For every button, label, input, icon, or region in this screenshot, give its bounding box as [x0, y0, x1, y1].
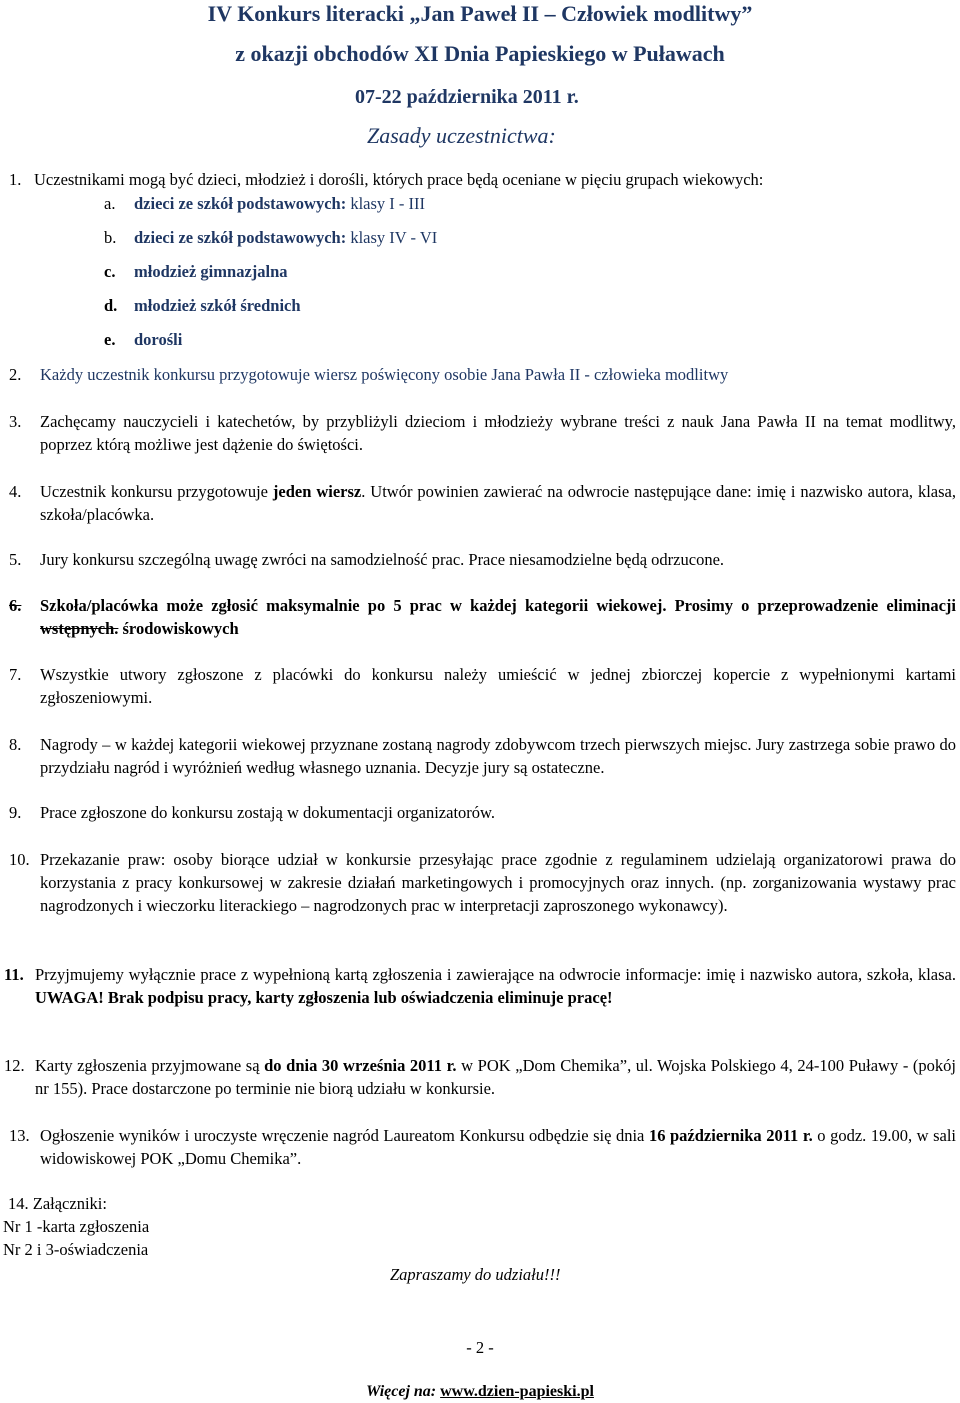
group-name: młodzież gimnazjalna — [134, 262, 288, 281]
rule-text-part: Ogłoszenie wyników i uroczyste wręczenie nagród Laureatom Konkursu odbędzie się dnia — [40, 1126, 649, 1145]
rule-text: Jury konkursu szczególną uwagę zwróci na samodzielność prac. Prace niesamodzielne będą odrzucone. — [40, 550, 725, 569]
rule-number: 11. — [4, 965, 24, 984]
rule-text: Uczestnikami mogą być dzieci, młodzież i dorośli, których prace będą oceniane w pięciu grupach wiekowych: — [34, 170, 764, 189]
document-title: IV Konkurs literacki „Jan Paweł II – Człowiek modlitwy” — [207, 1, 753, 26]
footer-link[interactable]: www.dzien-papieski.pl — [440, 1383, 594, 1400]
rule-number: 9. — [9, 803, 22, 822]
rule-text: Nagrody – w każdej kategorii wiekowej przyznane zostaną nagrody zdobywcom trzech pierwszych miejsc. Jury zastrzega sobie prawo do przydziału nagród i wyróżnień według własnego uznania. Decyzje jury są ostateczne. — [40, 735, 956, 777]
rule-number: 4. — [9, 482, 22, 501]
rule-number: 7. — [9, 665, 22, 684]
rule-text-deleted: wstępnych. — [40, 619, 119, 638]
rule-text: Zachęcamy nauczycieli i katechetów, by przybliżyli dzieciom i młodzieży wybrane treści z nauk Jana Pawła II na temat modlitwy, poprzez którą możliwe jest dążenie do świętości. — [40, 412, 956, 454]
document-subtitle: z okazji obchodów XI Dnia Papieskiego w Puławach — [235, 41, 725, 66]
group-classes: klasy I - III — [346, 194, 426, 213]
age-group-c — [104, 260, 288, 283]
rule-text-part: Karty zgłoszenia przyjmowane są — [35, 1056, 265, 1075]
closing-invitation: Zapraszamy do udziału!!! — [390, 1265, 561, 1284]
rule-text: Prace zgłoszone do konkursu zostają w dokumentacji organizatorów. — [40, 803, 495, 822]
rule-number: 5. — [9, 550, 22, 569]
group-name: dzieci ze szkół podstawowych: — [134, 228, 347, 247]
rule-text — [40, 480, 956, 526]
rule-number: 2. — [9, 365, 22, 384]
contest-dates: 07-22 października 2011 r. — [355, 86, 579, 108]
rule-text — [35, 963, 956, 1009]
rule-text-deadline: do dnia 30 września 2011 r. — [264, 1056, 457, 1075]
attachments-label: 14. Załączniki: — [8, 1194, 107, 1213]
page-number: - 2 - — [466, 1338, 494, 1357]
footer-label: Więcej na: — [366, 1383, 437, 1400]
group-classes: klasy IV - VI — [346, 228, 438, 247]
rule-number: 10. — [9, 850, 30, 869]
rules-heading: Zasady uczestnictwa: — [367, 123, 556, 148]
rule-text-part: w POK „Dom Chemika”, ul. Wojska Polskiego 4, 24-100 Puławy - (pokój nr 155). Prace dostarczone po terminie nie biorą udziału w konkursie. — [35, 1056, 956, 1098]
group-letter: d. — [104, 296, 118, 315]
group-letter: a. — [104, 194, 116, 213]
age-group-d — [104, 294, 301, 317]
age-group-a — [104, 192, 425, 215]
rule-text-part: Uczestnik konkursu przygotowuje — [40, 482, 273, 501]
rule-text — [40, 1124, 956, 1170]
group-name: dorośli — [134, 330, 183, 349]
rule-text — [40, 594, 956, 640]
attachment-1: Nr 1 -karta zgłoszenia — [3, 1217, 150, 1236]
group-letter: c. — [104, 262, 116, 281]
rule-number: 6. — [9, 596, 22, 615]
group-name: dzieci ze szkół podstawowych: — [134, 194, 347, 213]
rule-text-bold: jeden wiersz — [272, 482, 362, 501]
rule-number: 12. — [4, 1056, 25, 1075]
rule-text-part: Szkoła/placówka może zgłosić maksymalnie po 5 prac w każdej kategorii wiekowej. Prosimy o przeprowadzenie eliminacji — [40, 596, 956, 615]
group-name: młodzież szkół średnich — [134, 296, 301, 315]
attachment-2: Nr 2 i 3-oświadczenia — [3, 1240, 149, 1259]
age-group-b — [104, 226, 437, 249]
group-letter: b. — [104, 228, 117, 247]
rule-text: Przekazanie praw: osoby biorące udział w konkursie przesyłając prace zgodnie z regulaminem udzielają organizatorowi prawa do korzystania z pracy konkursowej w zakresie działań marketingowych i promocyjnych oraz innych. (np. zorganizowania wystawy prac nagrodzonych i wieczorku literackiego – nagrodzonych prac w interpretacji zaproszonego wykonawcy). — [40, 850, 956, 915]
rule-text — [35, 1054, 956, 1100]
rule-text-part: . Utwór powinien zawierać na odwrocie następujące dane: imię i nazwisko autora, klasa, szkoła/placówka. — [40, 482, 956, 524]
rule-number: 1. — [9, 170, 22, 189]
rule-text: Każdy uczestnik konkursu przygotowuje wiersz poświęcony osobie Jana Pawła II - człowieka modlitwy — [40, 365, 729, 384]
rule-number: 13. — [9, 1126, 30, 1145]
rule-number: 3. — [9, 412, 22, 431]
footer — [0, 1380, 960, 1403]
rule-text-part: Przyjmujemy wyłącznie prace z wypełnioną kartą zgłoszenia i zawierające na odwrocie informacje: imię i nazwisko autora, szkoła, klasa. — [35, 965, 956, 984]
age-group-e — [104, 328, 182, 351]
rule-text: Wszystkie utwory zgłoszone z placówki do konkursu należy umieścić w jednej zbiorczej kopercie z wypełnionymi kartami zgłoszeniowymi. — [40, 665, 956, 707]
group-letter: e. — [104, 330, 116, 349]
rule-text-part: środowiskowych — [118, 619, 239, 638]
rule-text-part: o godz. 19.00, w sali widowiskowej POK „Domu Chemika”. — [40, 1126, 957, 1168]
rule-text-warning: UWAGA! Brak podpisu pracy, karty zgłoszenia lub oświadczenia eliminuje pracę! — [35, 988, 613, 1007]
rule-text-date: 16 października 2011 r. — [648, 1126, 813, 1145]
rule-number: 8. — [9, 735, 22, 754]
